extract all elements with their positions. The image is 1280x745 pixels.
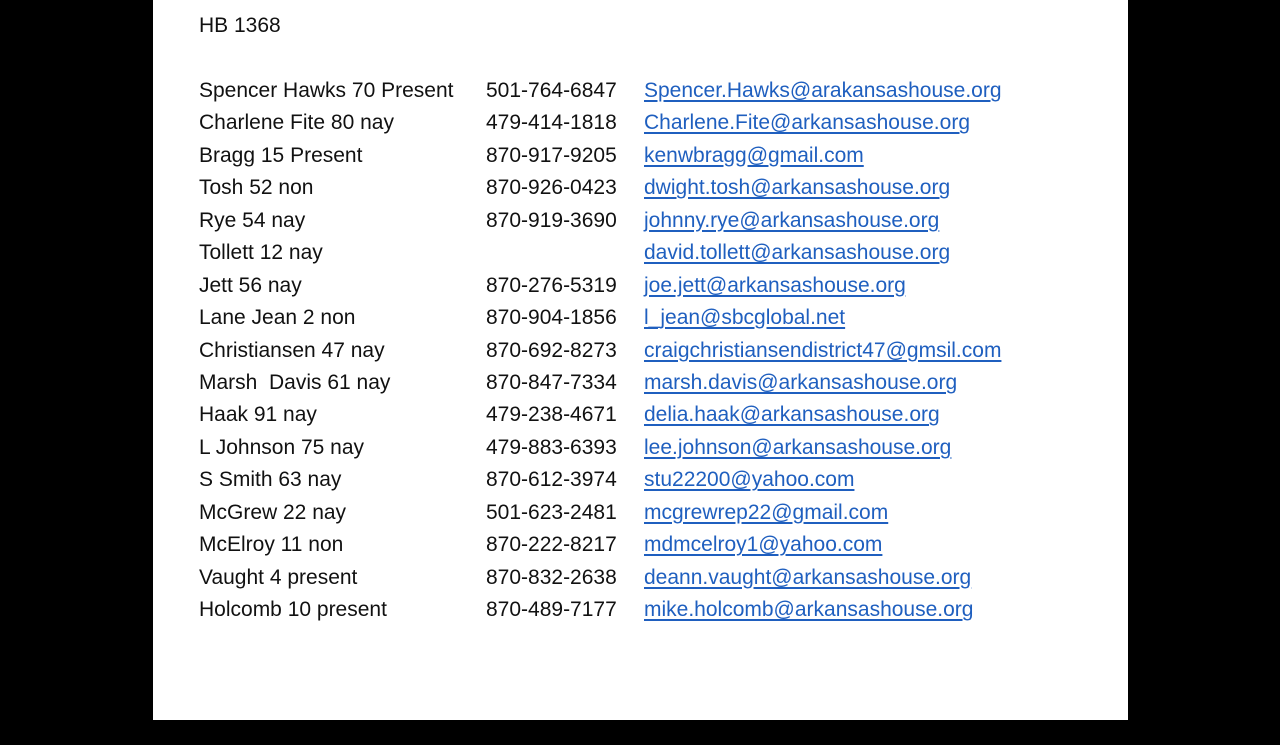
contact-row xyxy=(199,368,1099,400)
email-link[interactable]: mdmcelroy1@yahoo.com xyxy=(644,533,883,557)
email-link[interactable]: stu22200@yahoo.com xyxy=(644,468,855,492)
phone-number: 870-692-8273 xyxy=(486,338,617,362)
contact-row xyxy=(199,563,1099,595)
document-page xyxy=(153,0,1128,720)
legislator-name: McElroy 11 non xyxy=(199,533,344,557)
document-title: HB 1368 xyxy=(199,14,281,37)
phone-number: 870-926-0423 xyxy=(486,176,617,200)
phone-number: 870-489-7177 xyxy=(486,598,617,621)
contact-row xyxy=(199,433,1099,465)
email-link[interactable]: david.tollett@arkansashouse.org xyxy=(644,241,951,265)
legislator-name: Bragg 15 Present xyxy=(199,143,363,167)
legislator-name: Rye 54 nay xyxy=(199,208,306,232)
email-link[interactable]: craigchristiansendistrict47@gmsil.com xyxy=(644,338,1002,362)
contact-row xyxy=(199,303,1099,335)
legislator-name: Marsh Davis 61 nay xyxy=(199,370,391,394)
email-link[interactable]: johnny.rye@arkansashouse.org xyxy=(644,208,940,232)
email-link[interactable]: mcgrewrep22@gmail.com xyxy=(644,500,889,524)
legislator-name: L Johnson 75 nay xyxy=(199,435,365,459)
legislator-name: Tollett 12 nay xyxy=(199,241,323,265)
contact-row xyxy=(199,108,1099,140)
legislator-name: Tosh 52 non xyxy=(199,176,314,200)
email-link[interactable]: kenwbragg@gmail.com xyxy=(644,143,864,167)
phone-number: 870-276-5319 xyxy=(486,273,617,297)
legislator-name: McGrew 22 nay xyxy=(199,500,347,524)
phone-number: 870-919-3690 xyxy=(486,208,617,232)
legislator-name: Haak 91 nay xyxy=(199,403,317,427)
email-link[interactable]: dwight.tosh@arkansashouse.org xyxy=(644,176,951,200)
legislator-name: S Smith 63 nay xyxy=(199,468,342,492)
contact-row xyxy=(199,141,1099,173)
contact-list xyxy=(199,76,1099,627)
contact-row xyxy=(199,595,1099,627)
legislator-name: Holcomb 10 present xyxy=(199,598,387,621)
contact-row xyxy=(199,206,1099,238)
legislator-name: Vaught 4 present xyxy=(199,565,358,589)
legislator-name: Christiansen 47 nay xyxy=(199,338,385,362)
contact-row xyxy=(199,238,1099,270)
email-link[interactable]: Charlene.Fite@arkansashouse.org xyxy=(644,111,970,135)
email-link[interactable]: l_jean@sbcglobal.net xyxy=(644,306,846,330)
contact-row xyxy=(199,400,1099,432)
legislator-name: Spencer Hawks 70 Present xyxy=(199,79,454,102)
contact-row xyxy=(199,76,1099,108)
email-link[interactable]: marsh.davis@arkansashouse.org xyxy=(644,370,958,394)
phone-number: 501-764-6847 xyxy=(486,79,617,102)
legislator-name: Jett 56 nay xyxy=(199,273,302,297)
phone-number: 870-832-2638 xyxy=(486,565,617,589)
email-link[interactable]: joe.jett@arkansashouse.org xyxy=(644,273,906,297)
email-link[interactable]: mike.holcomb@arkansashouse.org xyxy=(644,598,974,621)
phone-number: 870-904-1856 xyxy=(486,306,617,330)
contact-row xyxy=(199,271,1099,303)
phone-number: 870-917-9205 xyxy=(486,143,617,167)
email-link[interactable]: deann.vaught@arkansashouse.org xyxy=(644,565,972,589)
legislator-name: Lane Jean 2 non xyxy=(199,306,356,330)
contact-row xyxy=(199,173,1099,205)
phone-number: 501-623-2481 xyxy=(486,500,617,524)
phone-number: 870-222-8217 xyxy=(486,533,617,557)
contact-row xyxy=(199,498,1099,530)
phone-number: 479-238-4671 xyxy=(486,403,617,427)
phone-number: 479-414-1818 xyxy=(486,111,617,135)
contact-row xyxy=(199,336,1099,368)
phone-number: 479-883-6393 xyxy=(486,435,617,459)
legislator-name: Charlene Fite 80 nay xyxy=(199,111,394,135)
email-link[interactable]: Spencer.Hawks@arakansashouse.org xyxy=(644,79,1002,102)
phone-number: 870-847-7334 xyxy=(486,370,617,394)
email-link[interactable]: delia.haak@arkansashouse.org xyxy=(644,403,940,427)
email-link[interactable]: lee.johnson@arkansashouse.org xyxy=(644,435,952,459)
contact-row xyxy=(199,530,1099,562)
phone-number: 870-612-3974 xyxy=(486,468,617,492)
contact-row xyxy=(199,465,1099,497)
